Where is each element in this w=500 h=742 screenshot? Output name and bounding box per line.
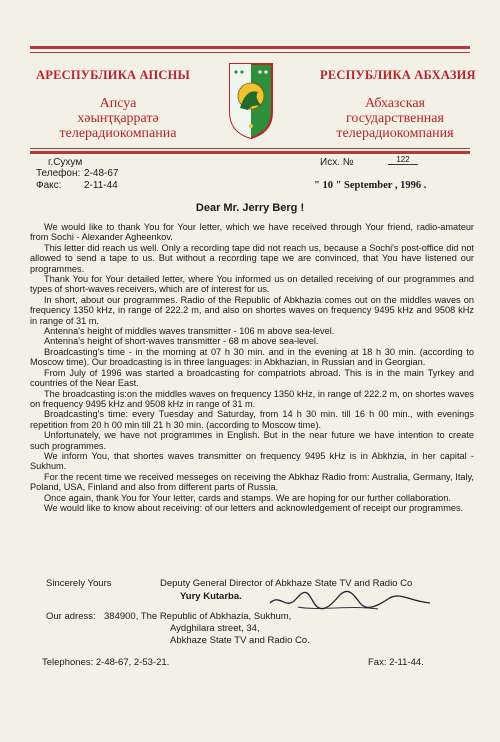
signature-scribble-icon	[268, 589, 433, 613]
header-left-sub-line: хәынҭқарратә	[77, 111, 159, 126]
header-right-sub-line: Абхазская	[364, 96, 425, 111]
letter-body	[30, 222, 474, 513]
phone-value: 2-48-67	[84, 168, 119, 179]
paragraph: Antenna's height of middles waves transmitter - 106 m above sea-level.	[44, 326, 335, 337]
paragraph: From July of 1996 was started a broadcasting for compatriots abroad. This is in the main Tyrkey and countries of the Near East.	[30, 367, 474, 389]
header-right-sub-line: телерадиокомпания	[336, 126, 454, 141]
paragraph: Antenna's height of short-waves transmitter - 68 m above sea-level.	[44, 336, 319, 347]
phone-label: Телефон:	[36, 168, 81, 179]
paragraph: Broadcasting's time - in the morning at 07 h 30 min. and in the evening at 18 h 30 min. (according to Moscow time). Our broadcasting is in three languages: in Abkhazian, in Russian and in Georgian.	[30, 346, 474, 368]
address-label: Our adress:	[46, 611, 96, 622]
header-rule-top	[30, 46, 470, 49]
paragraph: Broadcasting's time: every Tuesday and Saturday, from 14 h 30 min. till 16 h 00 min., with evenings repetition from 20 h 00 min till 21 h 30 min. (according to Moscow time).	[30, 409, 474, 430]
paragraph: We would like to know about receiving: of our letters and acknowledgement of receipt our programmes.	[44, 502, 464, 513]
paragraph: Unfortunately, we have not programmes in English. But in the near future we have intention to create such programmes.	[30, 430, 474, 451]
city-label: г.Сухум	[48, 157, 83, 168]
paragraph: For the recent time we received messeges on receiving the Abkhaz Radio from: Australia, Germany, Italy, Poland, USA, Finland and also from different parts of Russia.	[30, 471, 474, 493]
signer-position: Deputy General Director of Abkhaze State TV and Radio Co	[160, 578, 413, 589]
header-rule-top-thin	[30, 52, 470, 53]
header-left-sub-line: Апсуа	[99, 96, 137, 111]
address-line: Aydghilara street, 34,	[170, 623, 260, 634]
greeting: Dear Mr. Jerry Berg !	[195, 202, 305, 214]
header-right-sub-line: государственная	[346, 111, 444, 126]
header-right-title: РЕСПУБЛИКА АБХАЗИЯ	[320, 68, 476, 82]
header-left-sub-line: телерадиокомпаниа	[59, 126, 177, 141]
ref-label: Исх. №	[320, 157, 354, 168]
header-right-subtitle	[320, 96, 470, 141]
letter-date: " 10 " September , 1996 .	[314, 180, 427, 191]
fax-label: Факс:	[36, 180, 62, 191]
paragraph: Thank You for Your detailed letter, where You informed us on detailed receiving of our programmes and types of short-waves receivers, which are of interest for us.	[30, 274, 474, 295]
fax-footer: Fax: 2-11-44.	[368, 657, 424, 668]
ref-number: 122	[388, 155, 418, 165]
telephones: Telephones: 2-48-67, 2-53-21.	[42, 657, 170, 668]
header-rule-bottom-thin	[30, 148, 470, 149]
header-left-title: АРЕСПУБЛИКА АПСНЫ	[36, 68, 190, 82]
paragraph: The broadcasting is:on the middles waves on frequency 1350 kHz, in range of 222.2 m, on shortes waves on frequency 9495 kHz and 9508 kHz in range of 31 m.	[30, 388, 474, 409]
abkhazia-coat-of-arms-icon	[228, 62, 274, 140]
paragraph: We inform You, that shortes waves transmitter on frequency 9495 kHz is in Abkhzia, in her capital - Sukhum.	[30, 450, 474, 472]
paragraph: Once again, thank You for Your letter, cards and stamps. We are hoping for our further collaboration.	[44, 492, 451, 503]
sincerely-label: Sincerely Yours	[46, 578, 112, 589]
signer-name: Yury Kutarba.	[180, 591, 242, 602]
paragraph: In short, about our programmes. Radio of the Republic of Abkhazia comes out on the middles waves on frequency 1350 kHz, in range of 222.2 m, and also on shortes waves on frequency 9495 kHz and 9508 kHz in range of 31 m.	[30, 294, 474, 326]
paragraph: We would like to thank You for Your letter, which we have received through Your friend, radio-amateur from Sochi - Alexander Agheenkov.	[30, 222, 474, 243]
address-line: 384900, The Republic of Abkhazia, Sukhum,	[104, 611, 292, 622]
paragraph: This letter did reach us well. Only a recording tape did not reach us, because a Sochi's post-office did not allowed to send a tape to us. But without a recording tape we are convinced, that You have listened our programmes.	[30, 242, 474, 274]
header-rule-bottom	[30, 151, 470, 154]
fax-value: 2-11-44	[84, 180, 118, 191]
address-line: Abkhaze State TV and Radio Co.	[170, 635, 310, 646]
header-left-subtitle	[50, 96, 186, 141]
